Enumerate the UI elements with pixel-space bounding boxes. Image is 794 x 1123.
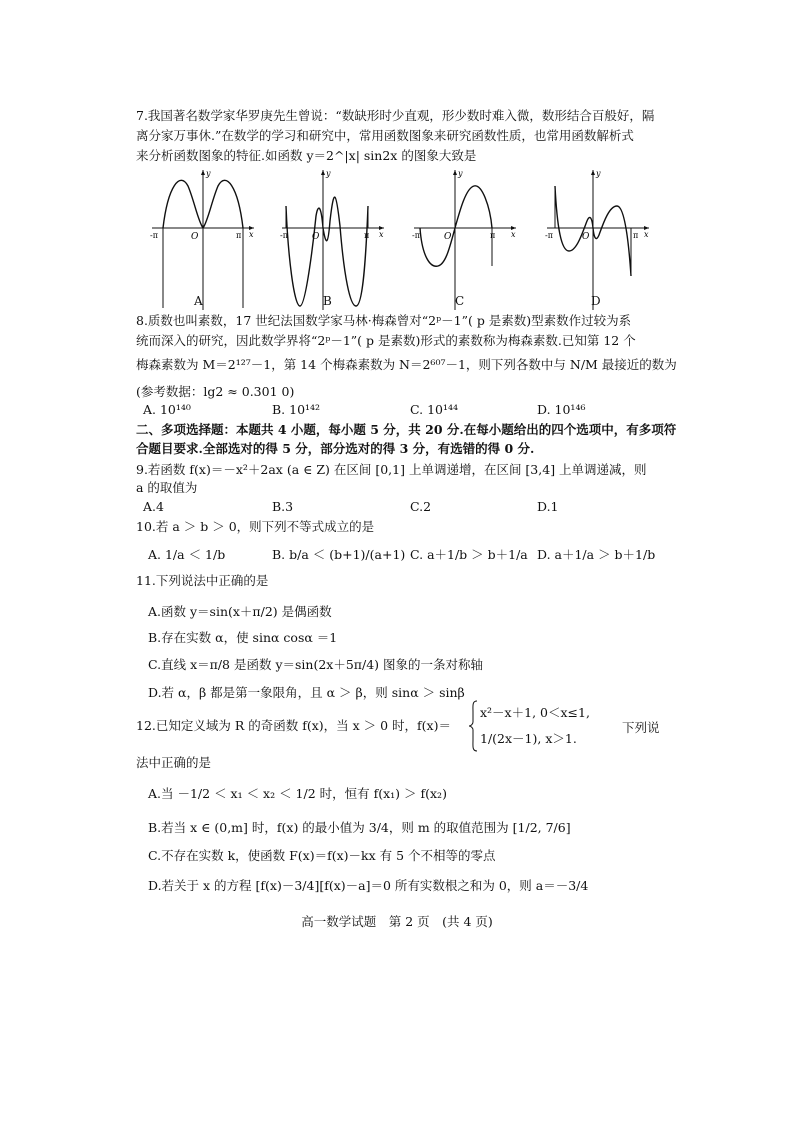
section2-line2: 合题目要求.全部选对的得 5 分，部分选对的得 3 分，有选错的得 0 分. [136, 441, 535, 456]
graph-a-axis-y: y [206, 169, 211, 178]
q8-option-c: C. 10¹⁴⁴ [410, 402, 459, 417]
q12-tail: 下列说 [622, 720, 660, 735]
q7-line2: 离分家万事休.”在数学的学习和研究中，常用函数图象来研究函数性质，也常用函数解析式 [136, 128, 634, 143]
graph-a-axis-x: x [249, 230, 254, 239]
graph-d-origin: O [582, 232, 590, 242]
q8-option-a: A. 10¹⁴⁰ [143, 402, 191, 417]
q8-line2: 统而深入的研究，因此数学界将“2ᵖ－1”( p 是素数)形式的素数称为梅森素数.已知第 12 个 [136, 333, 636, 348]
graph-b-neg-pi: -π [280, 231, 288, 240]
graph-b-pos-pi: π [364, 231, 370, 240]
graph-a-pos-pi: π [236, 231, 242, 240]
q12-brace [468, 700, 478, 752]
graph-d-neg-pi: -π [545, 231, 553, 240]
q12-case1: x²－x＋1, 0＜x≤1, [480, 705, 590, 720]
graph-c-neg-pi: -π [412, 231, 420, 240]
graph-d-pos-pi: π [633, 231, 639, 240]
graph-c [410, 166, 520, 314]
graph-d [543, 166, 653, 314]
graph-a-origin: O [191, 232, 199, 242]
graph-label-c: C [455, 294, 465, 308]
q12-case2: 1/(2x－1), x＞1. [480, 731, 577, 746]
graph-c-axis-y: y [458, 169, 463, 178]
graph-b-axis-x: x [379, 230, 384, 239]
graph-d-axis-x: x [644, 230, 649, 239]
q11-line1: 11.下列说法中正确的是 [136, 573, 269, 588]
graph-a-neg-pi: -π [150, 231, 158, 240]
q8-line3: 梅森素数为 M＝2¹²⁷－1，第 14 个梅森素数为 N＝2⁶⁰⁷－1，则下列各数中与 N/M 最接近的数为 [136, 357, 677, 372]
q8-line4: (参考数据：lg2 ≈ 0.301 0) [136, 384, 295, 399]
q7-line1: 7.我国著名数学家华罗庚先生曾说：“数缺形时少直观，形少数时难入微，数形结合百般好，隔 [136, 108, 655, 123]
q9-option-b: B.3 [272, 499, 294, 514]
q8-option-d: D. 10¹⁴⁶ [537, 402, 586, 417]
q12-option-d: D.若关于 x 的方程 [f(x)－3/4][f(x)－a]＝0 所有实数根之和为 0，则 a＝－3/4 [148, 878, 589, 893]
q11-option-a: A.函数 y＝sin(x＋π/2) 是偶函数 [148, 604, 332, 619]
graph-d-axis-y: y [596, 169, 601, 178]
graph-b-origin: O [312, 232, 320, 242]
q7-graphs [148, 166, 658, 316]
graph-b-axis-y: y [326, 169, 331, 178]
q10-option-a: A. 1/a ＜ 1/b [148, 547, 226, 562]
graph-a [148, 166, 258, 314]
section2-line1: 二、多项选择题：本题共 4 小题，每小题 5 分，共 20 分.在每小题给出的四个选项中，有多项符 [136, 422, 677, 437]
q9-line2: a 的取值为 [136, 480, 198, 495]
graph-b [278, 166, 388, 314]
q10-line1: 10.若 a ＞ b ＞ 0，则下列不等式成立的是 [136, 519, 375, 534]
graph-c-pos-pi: π [490, 231, 496, 240]
q9-option-c: C.2 [410, 499, 432, 514]
graph-c-origin: O [444, 232, 452, 242]
page-footer: 高一数学试题 第 2 页 (共 4 页) [301, 914, 493, 929]
q12-option-b: B.若当 x ∈ (0,m] 时，f(x) 的最小值为 3/4，则 m 的取值范围为 [1/2, 7/6] [148, 820, 571, 835]
q9-option-d: D.1 [537, 499, 559, 514]
q12-option-a: A.当 －1/2 ＜ x₁ ＜ x₂ ＜ 1/2 时，恒有 f(x₁) ＞ f(x₂) [148, 786, 447, 801]
q12-line1: 12.已知定义域为 R 的奇函数 f(x)，当 x ＞ 0 时，f(x)＝ [136, 718, 451, 733]
q11-option-c: C.直线 x＝π/8 是函数 y＝sin(2x＋5π/4) 图象的一条对称轴 [148, 657, 484, 672]
graph-label-d: D [591, 294, 601, 308]
q10-option-d: D. a＋1/a ＞ b＋1/b [537, 547, 656, 562]
q9-option-a: A.4 [143, 499, 164, 514]
q11-option-d: D.若 α，β 都是第一象限角，且 α ＞ β，则 sinα ＞ sinβ [148, 685, 465, 700]
q10-option-b: B. b/a ＜ (b+1)/(a+1) [272, 547, 406, 562]
q8-line1: 8.质数也叫素数，17 世纪法国数学家马林·梅森曾对“2ᵖ－1”( p 是素数)型素数作过较为系 [136, 313, 632, 328]
q11-option-b: B.存在实数 α，使 sinα cosα ＝1 [148, 630, 338, 645]
q7-line3: 来分析函数图象的特征.如函数 y＝2^|x| sin2x 的图象大致是 [136, 148, 477, 163]
graph-label-a: A [194, 294, 203, 308]
graph-label-b: B [323, 294, 332, 308]
q8-option-b: B. 10¹⁴² [272, 402, 321, 417]
graph-c-axis-x: x [511, 230, 516, 239]
q12-line2: 法中正确的是 [136, 755, 212, 770]
q12-option-c: C.不存在实数 k，使函数 F(x)＝f(x)－kx 有 5 个不相等的零点 [148, 848, 496, 863]
q9-line1: 9.若函数 f(x)＝－x²＋2ax (a ∈ Z) 在区间 [0,1] 上单调递增，在区间 [3,4] 上单调递减，则 [136, 462, 647, 477]
q10-option-c: C. a＋1/b ＞ b＋1/a [410, 547, 528, 562]
